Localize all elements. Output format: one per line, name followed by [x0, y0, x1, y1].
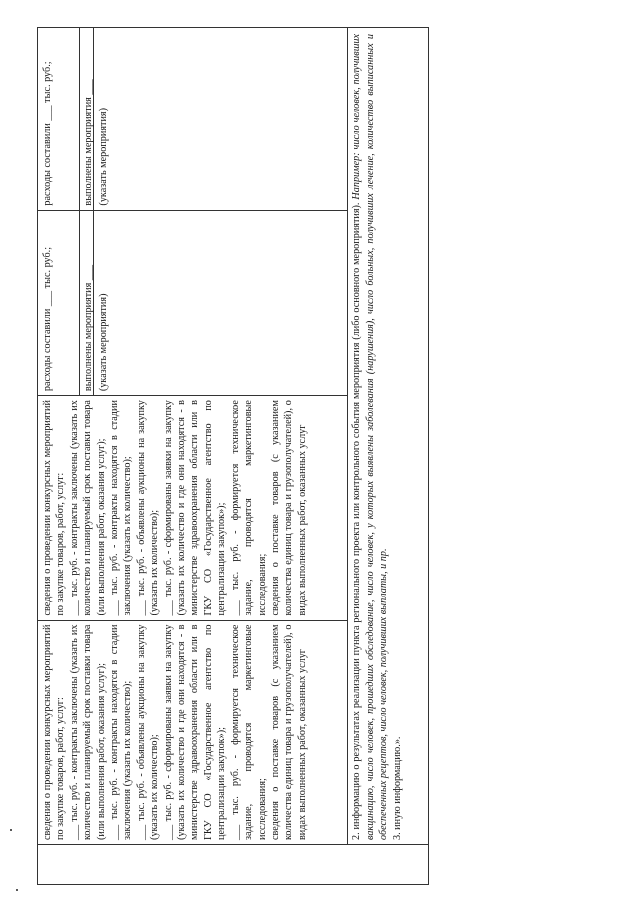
scan-speck	[16, 889, 18, 891]
col1-para-3: ___ тыс. руб. - контракты находятся в стадии заключения (указать их количество);	[109, 624, 134, 840]
col3-activities-cell: выполнены мероприятия ___	[80, 211, 94, 396]
col1-para-5: ___ тыс. руб. - сформированы заявки на закупку (указать их количество и где они находятся - в министерстве здравоохранения области или в ГКУ СО «Государственное агентство по централизации закупок»);	[162, 624, 228, 840]
left-margin-column	[38, 844, 428, 884]
col4-hint-cell: (указать мероприятия)	[98, 108, 109, 206]
table-column-2	[38, 395, 347, 619]
col1-para-4: ___ тыс. руб. - объявлены аукционы на закупку (указать их количество);	[135, 624, 161, 840]
col2-para-7: сведения о поставке товаров (с указанием количества единиц товара и грузополучателей), о видах выполненных работ, оказанных услуг	[269, 400, 308, 616]
scan-speck	[10, 829, 12, 831]
col2-para-2: ___ тыс. руб. - контракты заключены (указать их количество и планируемый срок поставки товара (или выполнения работ, оказания услуг);	[68, 400, 107, 616]
note-2	[350, 34, 391, 840]
col1-para-6: ___ тыс. руб. - формируется техническое задание, проводятся маркетинговые исследования;	[229, 624, 268, 840]
note-2-text: 2. информацию о результатах реализации пункта регионального проекта или контрольного события мероприятия (либо основного мероприятия).	[351, 202, 362, 840]
col2-para-6: ___ тыс. руб. - формируется техническое задание, проводятся маркетинговые исследования;	[229, 400, 268, 616]
note-2-example: Например: число человек, получивших вакцинацию, число человек, прошедших обследование, число человек, у которых выявлены заболевания (нарушения), число больных, получивших лечение, количество выписанных и обеспеченных рецептов, число человек, получивших выплаты, и пр.	[351, 34, 390, 840]
notes-block	[350, 34, 404, 840]
report-table	[38, 28, 348, 844]
col2-para-3: ___ тыс. руб. - контракты находятся в стадии заключения (указать их количество);	[109, 400, 134, 616]
col4-expenses-cell: расходы составили ___ тыс. руб.;	[38, 28, 80, 210]
col3-expenses-cell: расходы составили ___ тыс. руб.;	[38, 211, 80, 396]
rotated-page	[37, 27, 429, 885]
col1-para-2: ___ тыс. руб. - контракты заключены (указать их количество и планируемый срок поставки товара (или выполнения работ, оказания услуг);	[68, 624, 107, 840]
table-column-3	[38, 210, 347, 396]
col1-para-1: сведения о проведении конкурсных мероприятий по закупке товаров, работ, услуг:	[42, 624, 67, 840]
col2-para-1: сведения о проведении конкурсных мероприятий по закупке товаров, работ, услуг:	[42, 400, 67, 616]
col3-hint-cell: (указать мероприятия)	[98, 293, 109, 392]
col2-para-4: ___ тыс. руб. - объявлены аукционы на закупку (указать их количество);	[135, 400, 161, 616]
col4-activities-cell: выполнены мероприятия ___	[80, 28, 94, 210]
col2-para-5: ___ тыс. руб. - сформированы заявки на закупку (указать их количество и где они находятся - в министерстве здравоохранения области или в ГКУ СО «Государственное агентство по централизации закупок»);	[162, 400, 228, 616]
table-column-1	[38, 620, 347, 844]
note-3: 3. иную информацию.».	[391, 736, 403, 840]
col1-para-7: сведения о поставке товаров (с указанием количества единиц товара и грузополучателей), о видах выполненных работ, оказанных услуг	[269, 624, 308, 840]
table-column-4	[38, 28, 347, 210]
